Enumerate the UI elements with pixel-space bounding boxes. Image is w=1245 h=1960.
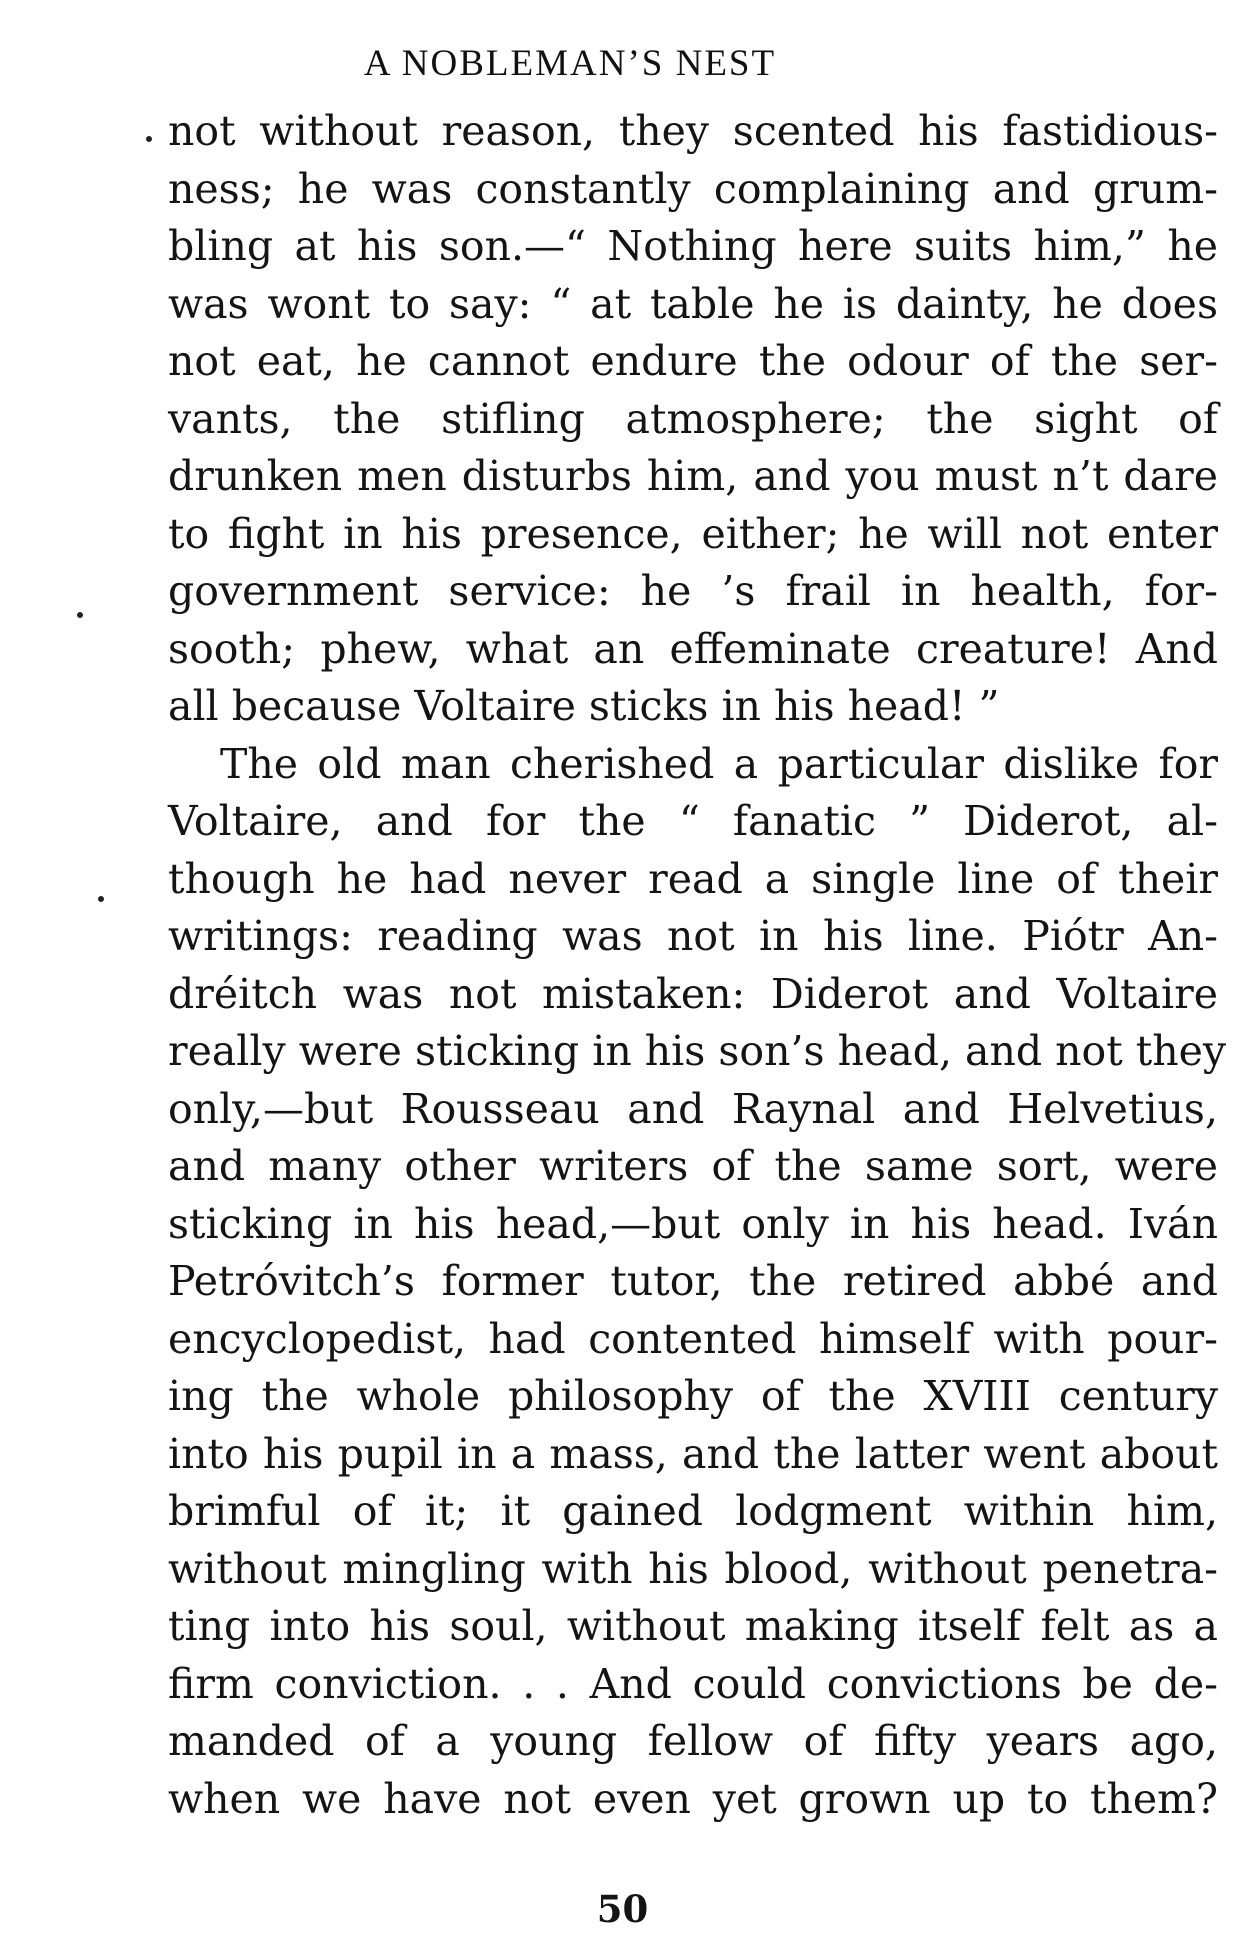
text-line: not without reason, they scented his fastidious- xyxy=(168,107,1218,155)
text-line: dréitch was not mistaken: Diderot and Voltaire xyxy=(168,969,1218,1018)
text-line: bling at his son.—“ Nothing here suits him,” he xyxy=(168,222,1218,270)
text-line: only,—but Rousseau and Raynal and Helvetius, xyxy=(168,1084,1218,1133)
text-line: to fight in his presence, either; he will not enter xyxy=(168,509,1218,558)
text-line: was wont to say: “ at table he is dainty, he does xyxy=(168,279,1218,328)
text-line: when we have not even yet grown up to them? xyxy=(168,1774,1218,1823)
text-line: sticking in his head,—but only in his head. Iván xyxy=(168,1199,1218,1248)
page-number: 50 xyxy=(596,1887,649,1931)
text-line: encyclopedist, had contented himself with pour- xyxy=(168,1314,1218,1363)
text-line: not eat, he cannot endure the odour of the ser- xyxy=(168,337,1218,385)
margin-speck xyxy=(98,896,104,902)
text-line: vants, the stifling atmosphere; the sight of xyxy=(168,394,1218,443)
text-line: drunken men disturbs him, and you must n’t dare xyxy=(168,452,1218,500)
text-line: ing the whole philosophy of the XVIII century xyxy=(168,1372,1218,1420)
text-line: manded of a young fellow of fifty years ago, xyxy=(168,1717,1218,1765)
text-line: really were sticking in his son’s head, and not they xyxy=(168,1027,1227,1075)
text-line: writings: reading was not in his line. Piótr An- xyxy=(168,912,1218,960)
text-line: Petróvitch’s former tutor, the retired abbé and xyxy=(168,1257,1218,1305)
paragraph-end-line: all because Voltaire sticks in his head! ” xyxy=(168,682,1000,730)
paragraph-start-line: The old man cherished a particular dislike for xyxy=(220,739,1218,788)
text-line: sooth; phew, what an effeminate creature! And xyxy=(168,624,1218,673)
text-line: brimful of it; it gained lodgment within him, xyxy=(168,1487,1218,1535)
text-line: into his pupil in a mass, and the latter went about xyxy=(168,1429,1218,1478)
margin-speck xyxy=(146,136,152,142)
text-line: and many other writers of the same sort, were xyxy=(168,1142,1218,1190)
text-line: ting into his soul, without making itself felt as a xyxy=(168,1602,1218,1650)
body-text xyxy=(168,103,1227,1828)
text-line: Voltaire, and for the “ fanatic ” Diderot, al- xyxy=(168,797,1218,845)
text-line: without mingling with his blood, without penetra- xyxy=(168,1544,1218,1593)
running-head: A NOBLEMAN’S NEST xyxy=(363,43,777,84)
text-line: ness; he was constantly complaining and grum- xyxy=(168,164,1218,213)
text-line: government service: he ’s frail in health, for- xyxy=(168,567,1218,615)
margin-speck xyxy=(77,612,83,618)
text-line: though he had never read a single line of their xyxy=(168,854,1218,903)
text-line: firm conviction. . . And could convictions be de- xyxy=(168,1659,1218,1708)
